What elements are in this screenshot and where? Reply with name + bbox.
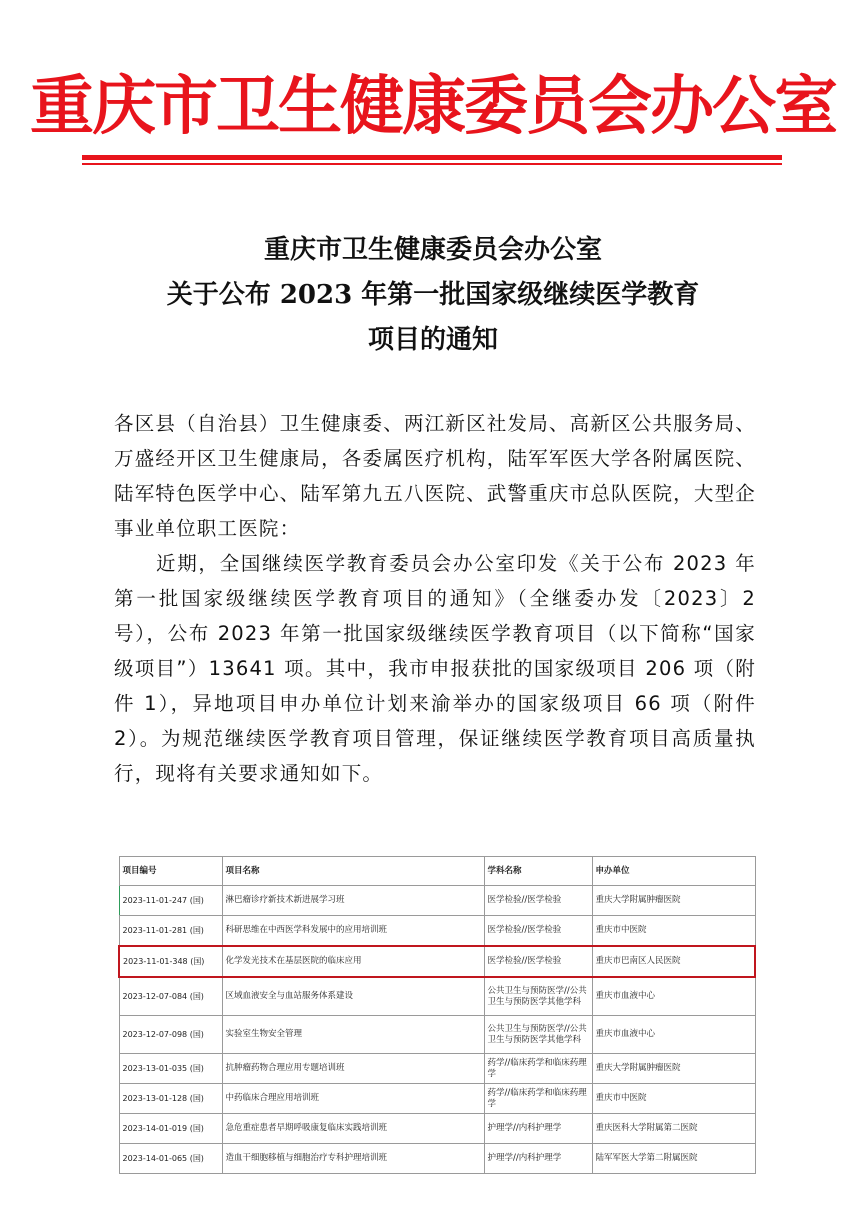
notice-title-line-3: 项目的通知 xyxy=(367,325,498,355)
cell-project-name: 淋巴瘤诊疗新技术新进展学习班 xyxy=(222,886,484,916)
cell-discipline: 公共卫生与预防医学//公共卫生与预防医学其他学科 xyxy=(484,1016,592,1054)
cell-organizer: 重庆市中医院 xyxy=(592,1084,755,1114)
cell-project-code: 2023-13-01-128 (国) xyxy=(119,1084,222,1114)
letterhead-rule-thick xyxy=(82,155,782,160)
notice-title xyxy=(0,228,866,363)
table-row xyxy=(119,916,755,947)
table-row-highlighted xyxy=(119,946,755,977)
letterhead-rule-thin xyxy=(82,163,782,165)
header-project-name: 项目名称 xyxy=(222,857,484,886)
cell-discipline: 护理学//内科护理学 xyxy=(484,1144,592,1174)
cell-discipline: 公共卫生与预防医学//公共卫生与预防医学其他学科 xyxy=(484,977,592,1016)
cell-project-name: 抗肿瘤药物合理应用专题培训班 xyxy=(222,1054,484,1084)
cell-organizer: 重庆市血液中心 xyxy=(592,977,755,1016)
cell-project-code: 2023-14-01-065 (国) xyxy=(119,1144,222,1174)
cell-organizer: 重庆市血液中心 xyxy=(592,1016,755,1054)
cell-project-code: 2023-12-07-084 (国) xyxy=(119,977,222,1016)
table-row xyxy=(119,1114,755,1144)
cell-organizer: 重庆大学附属肿瘤医院 xyxy=(592,1054,755,1084)
cell-project-name: 科研思维在中西医学科发展中的应用培训班 xyxy=(222,916,484,947)
cell-project-name: 化学发光技术在基层医院的临床应用 xyxy=(222,946,484,977)
cell-project-code: 2023-11-01-281 (国) xyxy=(119,916,222,947)
cell-discipline: 药学//临床药学和临床药理学 xyxy=(484,1054,592,1084)
cell-project-name: 急危重症患者早期呼吸康复临床实践培训班 xyxy=(222,1114,484,1144)
header-discipline: 学科名称 xyxy=(484,857,592,886)
cell-project-name: 中药临床合理应用培训班 xyxy=(222,1084,484,1114)
project-table-wrapper xyxy=(118,856,754,1174)
cell-organizer: 重庆市中医院 xyxy=(592,916,755,947)
notice-title-line-2: 关于公布 2023 年第一批国家级继续医学教育 xyxy=(166,280,700,310)
cell-discipline: 护理学//内科护理学 xyxy=(484,1114,592,1144)
table-row xyxy=(119,1084,755,1114)
table-header-row xyxy=(119,857,755,886)
table-row xyxy=(119,1016,755,1054)
notice-title-line-1: 重庆市卫生健康委员会办公室 xyxy=(263,235,602,265)
cell-discipline: 医学检验//医学检验 xyxy=(484,886,592,916)
cell-discipline: 医学检验//医学检验 xyxy=(484,916,592,947)
cell-organizer: 重庆大学附属肿瘤医院 xyxy=(592,886,755,916)
cell-project-name: 造血干细胞移植与细胞治疗专科护理培训班 xyxy=(222,1144,484,1174)
cell-project-code: 2023-12-07-098 (国) xyxy=(119,1016,222,1054)
cell-discipline: 药学//临床药学和临床药理学 xyxy=(484,1084,592,1114)
cell-organizer: 陆军军医大学第二附属医院 xyxy=(592,1144,755,1174)
project-table xyxy=(118,856,756,1174)
cell-discipline: 医学检验//医学检验 xyxy=(484,946,592,977)
body-paragraph-1: 近期，全国继续医学教育委员会办公室印发《关于公布 2023 年第一批国家级继续医学教育项目的通知》（全继委办发〔2023〕2 号），公布 2023 年第一批国家级继续医学教育项目（以下简称“国家级项目”）13641 项。其中，我市申报获批的国家级项目 206 项（附件 1），异地项目申办单位计划来渝举办的国家级项目 66 项（附件 2）。为规范继续医学教育项目管理，保证继续医学教育项目高质量执行，现将有关要求通知如下。 xyxy=(114,552,756,785)
cell-project-code: 2023-14-01-019 (国) xyxy=(119,1114,222,1144)
letterhead-title: 重庆市卫生健康委员会办公室 xyxy=(30,69,836,144)
addressee-paragraph: 各区县（自治县）卫生健康委、两江新区社发局、高新区公共服务局、万盛经开区卫生健康局，各委属医疗机构，陆军军医大学各附属医院、陆军特色医学中心、陆军第九五八医院、武警重庆市总队医院，大型企事业单位职工医院： xyxy=(114,412,756,540)
cell-project-name: 实验室生物安全管理 xyxy=(222,1016,484,1054)
table-row xyxy=(119,977,755,1016)
table-row xyxy=(119,886,755,916)
cell-organizer: 重庆市巴南区人民医院 xyxy=(592,946,755,977)
cell-organizer: 重庆医科大学附属第二医院 xyxy=(592,1114,755,1144)
header-organizer: 申办单位 xyxy=(592,857,755,886)
header-project-code: 项目编号 xyxy=(119,857,222,886)
cell-project-code: 2023-11-01-348 (国) xyxy=(119,946,222,977)
cell-project-code: 2023-13-01-035 (国) xyxy=(119,1054,222,1084)
table-row xyxy=(119,1144,755,1174)
notice-body xyxy=(114,406,756,791)
cell-project-name: 区域血液安全与血站服务体系建设 xyxy=(222,977,484,1016)
cell-project-code: 2023-11-01-247 (国) xyxy=(119,886,222,916)
table-row xyxy=(119,1054,755,1084)
